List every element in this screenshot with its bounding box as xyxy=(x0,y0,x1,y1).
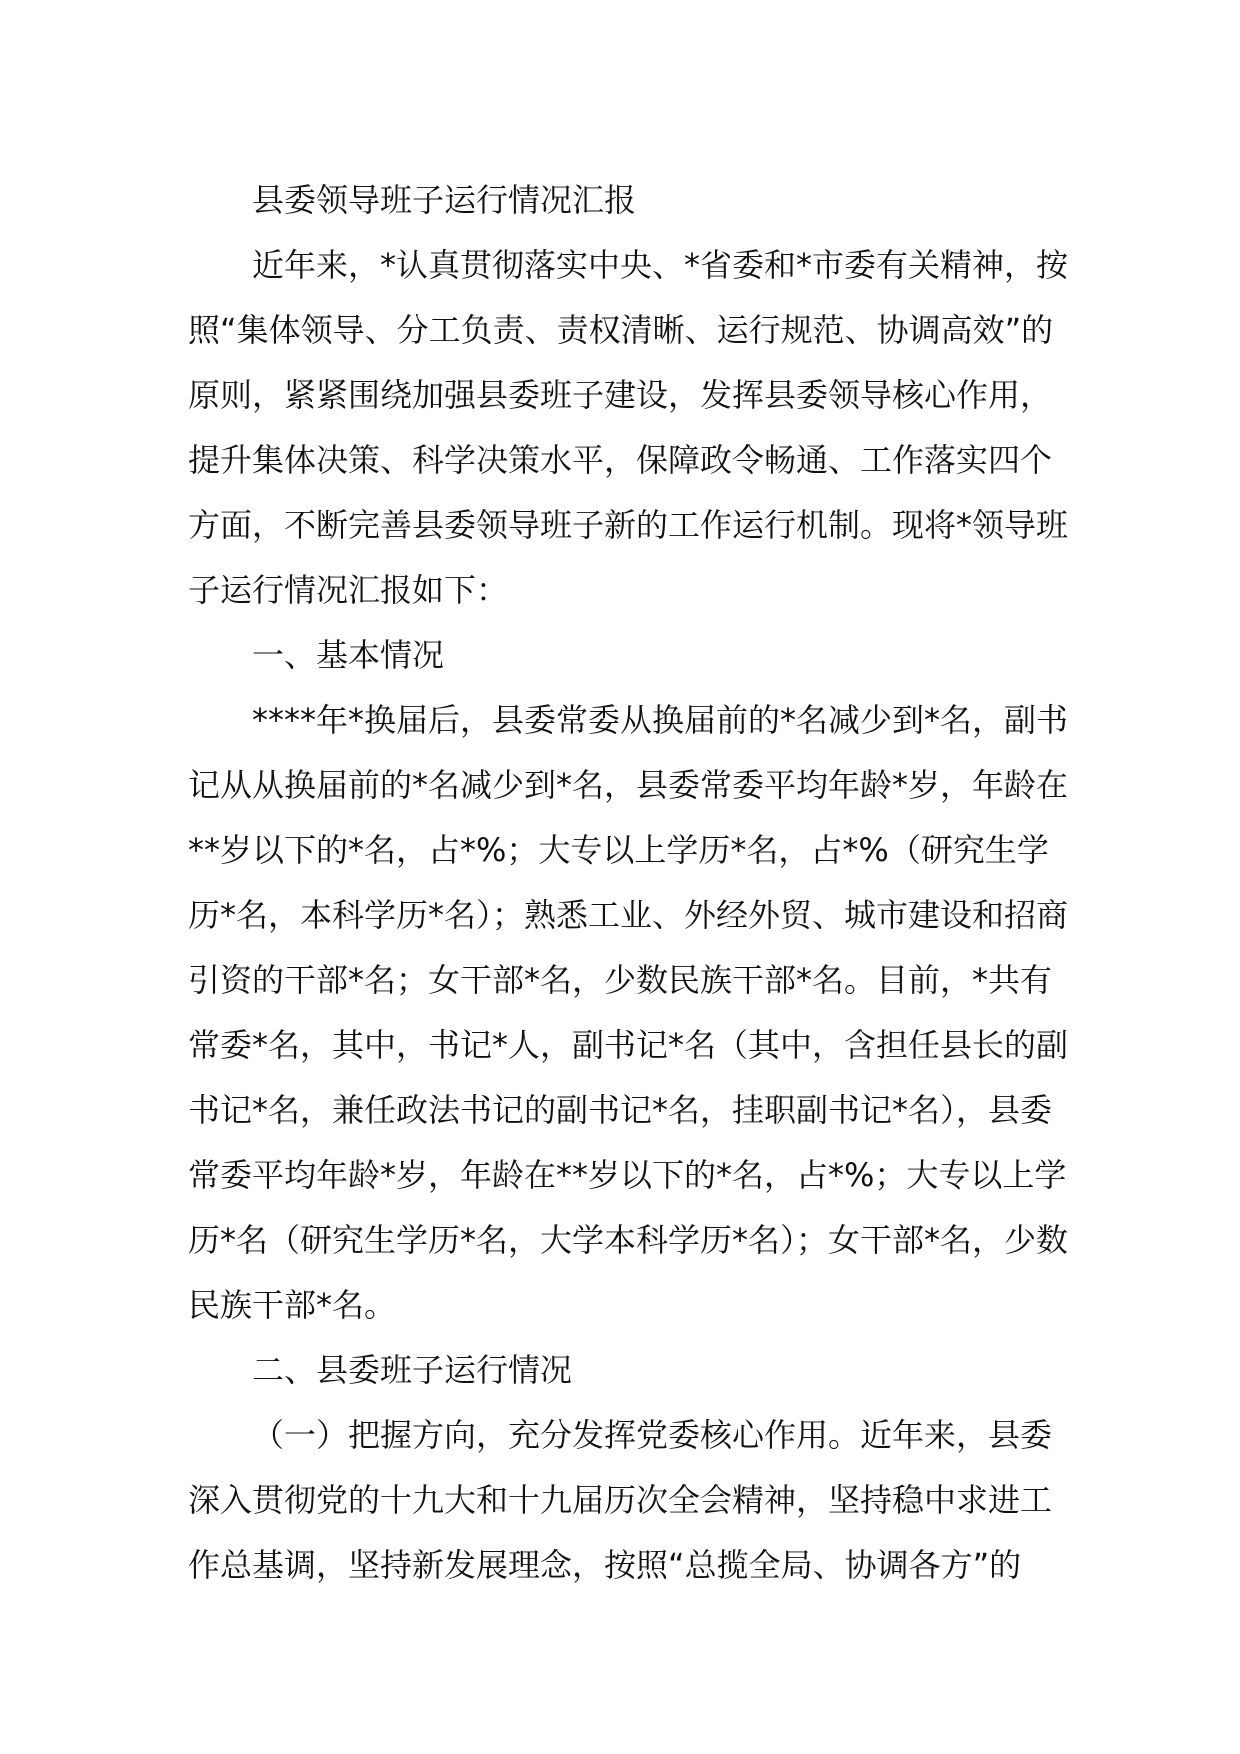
paragraph-operation-1: （一）把握方向，充分发挥党委核心作用。近年来，县委深入贯彻党的十九大和十九届历次全会精神，坚持稳中求进工作总基调，坚持新发展理念，按照“总揽全局、协调各方”的 xyxy=(188,1416,1053,1584)
paragraph-intro: 近年来，*认真贯彻落实中央、*省委和*市委有关精神，按照“集体领导、分工负责、责权清晰、运行规范、协调高效”的原则，紧紧围绕加强县委班子建设，发挥县委领导核心作用，提升集体决策、科学决策水平，保障政令畅通、工作落实四个方面，不断完善县委领导班子新的工作运行机制。现将*领导班子运行情况汇报如下： xyxy=(188,246,1069,609)
document-title: 县委领导班子运行情况汇报 xyxy=(252,181,637,219)
document-body xyxy=(188,168,1068,1598)
section-heading-operation: 二、县委班子运行情况 xyxy=(252,1351,573,1389)
paragraph-basic-situation: ****年*换届后，县委常委从换届前的*名减少到*名，副书记从从换届前的*名减少到*名，县委常委平均年龄*岁，年龄在**岁以下的*名，占*%；大专以上学历*名，占*%（研究生学历*名，本科学历*名）；熟悉工业、外经外贸、城市建设和招商引资的干部*名；女干部*名，少数民族干部*名。目前，*共有常委*名，其中，书记*人，副书记*名（其中，含担任县长的副书记*名，兼任政法书记的副书记*名，挂职副书记*名），县委常委平均年龄*岁，年龄在**岁以下的*名，占*%；大专以上学历*名（研究生学历*名，大学本科学历*名）；女干部*名，少数民族干部*名。 xyxy=(188,701,1069,1324)
section-heading-basic-situation: 一、基本情况 xyxy=(252,636,445,674)
